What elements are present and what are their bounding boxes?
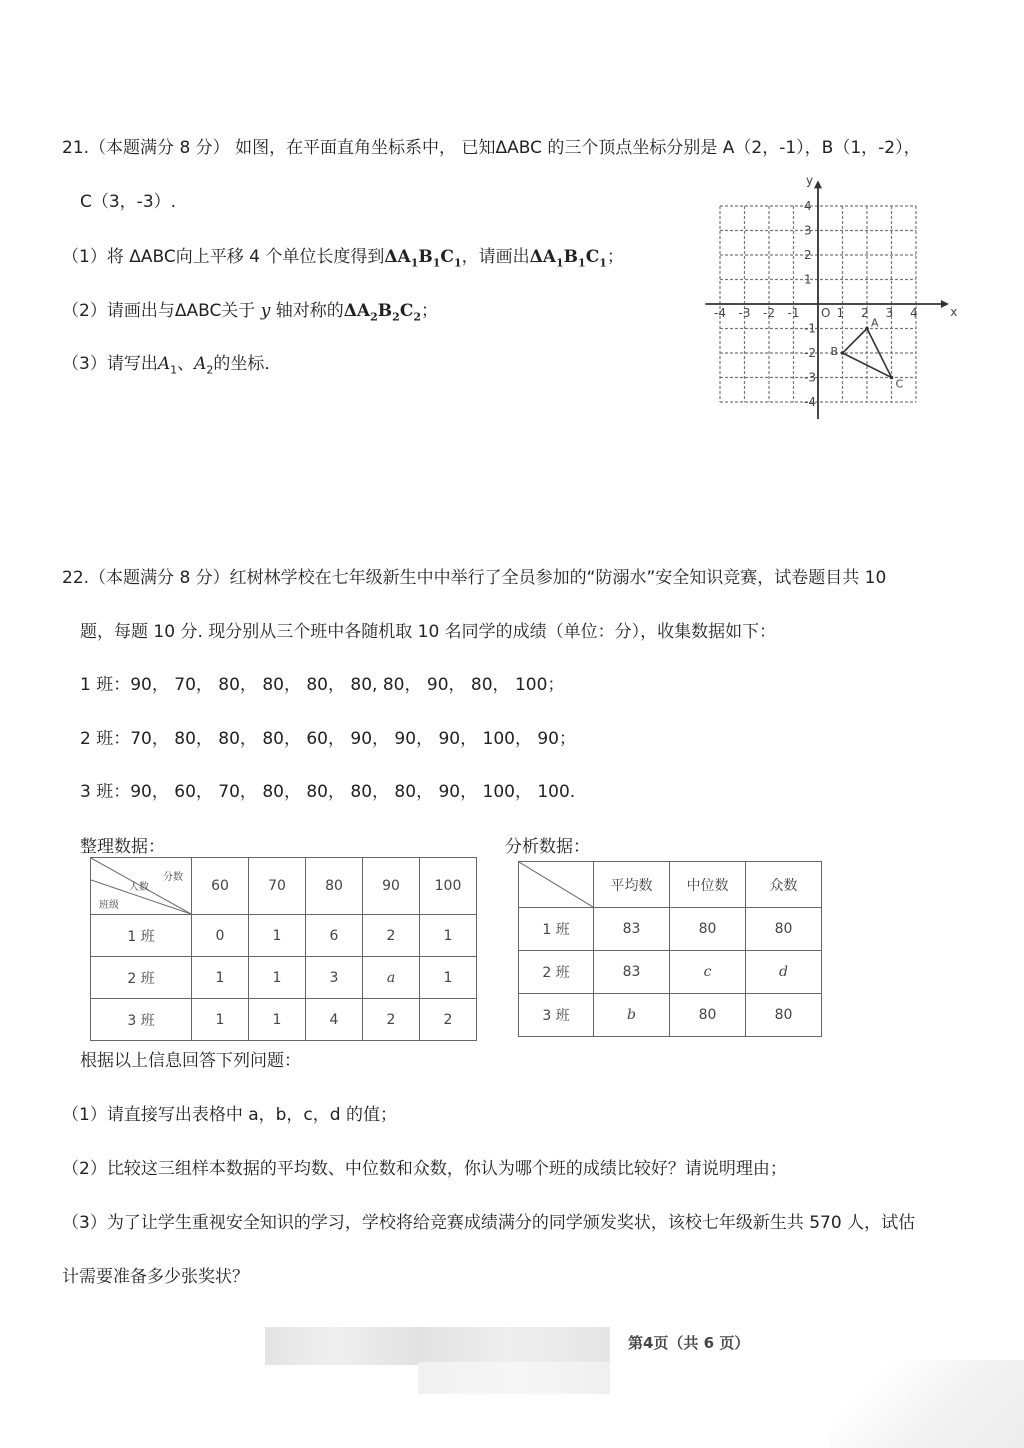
table-row xyxy=(91,957,477,999)
q22-intro: 根据以上信息回答下列问题： xyxy=(80,1051,301,1071)
q21-part1-end: ； xyxy=(606,247,624,267)
q21-part2-mid: 轴对称的 xyxy=(270,301,344,321)
q22-part1: （1）请直接写出表格中 a，b，c，d 的值； xyxy=(62,1105,397,1125)
y-tick-label: 4 xyxy=(804,199,812,213)
x-tick-label: -4 xyxy=(714,306,726,320)
vertex-point xyxy=(841,351,845,355)
q21-part1-text: （1）将 ΔABC向上平移 4 个单位长度得到 xyxy=(62,247,385,267)
sub: 1 xyxy=(432,256,441,270)
q21-part2-text: （2）请画出与ΔABC关于 xyxy=(62,301,261,321)
x-axis-arrow xyxy=(941,300,949,308)
value-cell: 80 xyxy=(746,908,822,951)
vertex-label: C xyxy=(895,377,904,391)
class3-scores: 3 班：90， 60， 70， 80， 80， 80， 80， 90， 100， 100. xyxy=(80,782,576,802)
q22-part3-line1: （3）为了让学生重视安全知识的学习，学校将给竞赛成绩满分的同学颁发奖状，该校七年级新生共 570 人，试估 xyxy=(62,1213,916,1233)
value-cell: 0 xyxy=(192,915,249,957)
value-cell: 1 xyxy=(249,915,306,957)
blurred-region xyxy=(265,1327,610,1365)
sub: 2 xyxy=(392,310,400,324)
y-tick-label: -1 xyxy=(804,321,816,336)
sub: 2 xyxy=(370,310,378,324)
triangle-a1-label-2: ΔA xyxy=(529,247,556,267)
sub: 1 xyxy=(578,256,586,270)
q21-part3 xyxy=(62,349,281,376)
value-cell: 1 xyxy=(420,957,477,999)
header-cell: 80 xyxy=(306,858,363,915)
q22-line2: 题，每题 10 分. 现分别从三个班中各随机取 10 名同学的成绩（单位：分），收集数据如下： xyxy=(80,622,777,642)
value-cell: 1 xyxy=(249,999,306,1041)
analyze-title: 分析数据： xyxy=(505,837,590,857)
value-cell: 2 xyxy=(363,915,420,957)
value-cell: 1 xyxy=(192,999,249,1041)
corner-cell xyxy=(519,862,594,908)
q21-line2: C（3，-3）. xyxy=(80,192,177,212)
triangle-a2-label: ΔA xyxy=(343,301,371,321)
page-number: 第4页（共 6 页） xyxy=(628,1334,750,1352)
origin-label: O xyxy=(821,306,831,320)
x-tick-label: 1 xyxy=(836,306,845,320)
q22-line1: 22.（本题满分 8 分）红树林学校在七年级新生中中举行了全员参加的“防溺水”安全知识竞赛，试卷题目共 10 xyxy=(62,568,887,588)
x-tick-label: 4 xyxy=(910,306,918,320)
a1-var: A xyxy=(157,354,171,374)
x-tick-label: 2 xyxy=(861,306,869,320)
y-axis-arrow xyxy=(814,180,822,188)
q21-part1-mid: ，请画出 xyxy=(461,247,530,267)
value-cell: 2 xyxy=(363,999,420,1041)
x-axis-label: x xyxy=(950,305,958,319)
x-tick-label: -2 xyxy=(763,306,775,320)
y-tick-label: 1 xyxy=(804,272,812,287)
vertex-point xyxy=(865,327,869,331)
corner-score-label: 分数 xyxy=(163,872,183,883)
value-cell: c xyxy=(670,951,746,994)
y-tick-label: -3 xyxy=(804,370,816,385)
value-cell: 80 xyxy=(746,994,822,1037)
y-tick-label: 2 xyxy=(804,248,812,262)
table-row xyxy=(519,908,822,951)
y-tick-label: 3 xyxy=(804,223,812,238)
y-axis-label: y xyxy=(806,173,814,188)
sub: 1 xyxy=(599,256,607,270)
y-var: y xyxy=(260,301,271,321)
table-row xyxy=(91,999,477,1041)
q22-part3-line2: 计需要准备多少张奖状？ xyxy=(62,1267,249,1287)
vertex-label: A xyxy=(871,316,879,330)
value-cell: 1 xyxy=(420,915,477,957)
class-cell: 2 班 xyxy=(519,951,594,994)
statistics-table xyxy=(518,861,822,1037)
header-cell: 中位数 xyxy=(670,862,746,908)
blurred-region xyxy=(418,1362,610,1394)
x-tick-label: 3 xyxy=(885,306,894,320)
value-cell: 3 xyxy=(306,957,363,999)
table-row xyxy=(91,915,477,957)
sub: 1 xyxy=(556,256,564,270)
table-row xyxy=(519,994,822,1037)
value-cell: 2 xyxy=(420,999,477,1041)
sub: 2 xyxy=(206,363,214,377)
value-cell: 80 xyxy=(670,908,746,951)
sub: 2 xyxy=(413,310,421,324)
q21-part1: （1）将 ΔABC向上平移 4 个单位长度得到$\Delta A_1B_1C_1$，请画出$\Delta A_1B_1C_1$； xyxy=(62,247,624,270)
q21-part3-end: 的坐标． xyxy=(213,354,282,374)
value-cell: b xyxy=(594,994,670,1037)
class-cell: 1 班 xyxy=(519,908,594,951)
value-cell: 83 xyxy=(594,951,670,994)
q21-part2-end: ； xyxy=(421,301,438,321)
sub: 1 xyxy=(410,256,419,270)
vertex-label: B xyxy=(830,345,839,358)
header-cell: 众数 xyxy=(746,862,822,908)
blurred-corner xyxy=(830,1360,1024,1448)
class-cell: 3 班 xyxy=(91,999,192,1041)
table-row xyxy=(519,951,822,994)
value-cell: 1 xyxy=(192,957,249,999)
value-cell: 1 xyxy=(249,957,306,999)
y-tick-label: -2 xyxy=(804,346,816,360)
class1-scores: 1 班：90， 70， 80， 80， 80， 80, 80， 90， 80， 100； xyxy=(80,675,565,695)
q21-part2: （2）请画出与ΔABC关于 y 轴对称的$\Delta A_2B_2C_2$； xyxy=(62,301,438,324)
header-cell: 70 xyxy=(249,858,306,915)
x-tick-label: -1 xyxy=(787,306,800,320)
value-cell: a xyxy=(363,957,420,999)
class-cell: 3 班 xyxy=(519,994,594,1037)
header-cell: 90 xyxy=(363,858,420,915)
vertex-point xyxy=(890,376,894,380)
triangle-a1-label: ΔA xyxy=(384,247,411,267)
header-cell: 100 xyxy=(420,858,477,915)
y-tick-label: -4 xyxy=(804,395,816,409)
class2-scores: 2 班：70， 80， 80， 80， 60， 90， 90， 90， 100， 90； xyxy=(80,729,576,749)
value-cell: 83 xyxy=(594,908,670,951)
q21-part3-text: （3）请写出 xyxy=(62,354,158,374)
header-cell: 60 xyxy=(192,858,249,915)
class-cell: 1 班 xyxy=(91,915,192,957)
value-cell: 4 xyxy=(306,999,363,1041)
value-cell: 6 xyxy=(306,915,363,957)
frequency-table xyxy=(90,857,477,1041)
coordinate-grid xyxy=(700,170,960,425)
value-cell: 80 xyxy=(670,994,746,1037)
sub: 1 xyxy=(453,256,462,270)
corner-count-label: 人数 xyxy=(129,882,149,893)
diagonal-line xyxy=(519,862,593,907)
q22-part2: （2）比较这三组样本数据的平均数、中位数和众数，你认为哪个班的成绩比较好？请说明理由； xyxy=(62,1159,787,1179)
x-tick-label: -3 xyxy=(738,306,751,320)
header-cell: 平均数 xyxy=(594,862,670,908)
corner-class-label: 班级 xyxy=(99,900,119,911)
q21-line1: 21.（本题满分 8 分） 如图，在平面直角坐标系中， 已知ΔABC 的三个顶点坐标分别是 A（2，-1），B（1，-2）， xyxy=(62,138,921,158)
sub: 1 xyxy=(170,363,178,377)
separator: 、 xyxy=(177,354,195,374)
corner-cell xyxy=(91,858,192,915)
organize-title: 整理数据： xyxy=(80,837,165,857)
a2-var: A xyxy=(194,354,207,374)
value-cell: d xyxy=(746,951,822,994)
class-cell: 2 班 xyxy=(91,957,192,999)
